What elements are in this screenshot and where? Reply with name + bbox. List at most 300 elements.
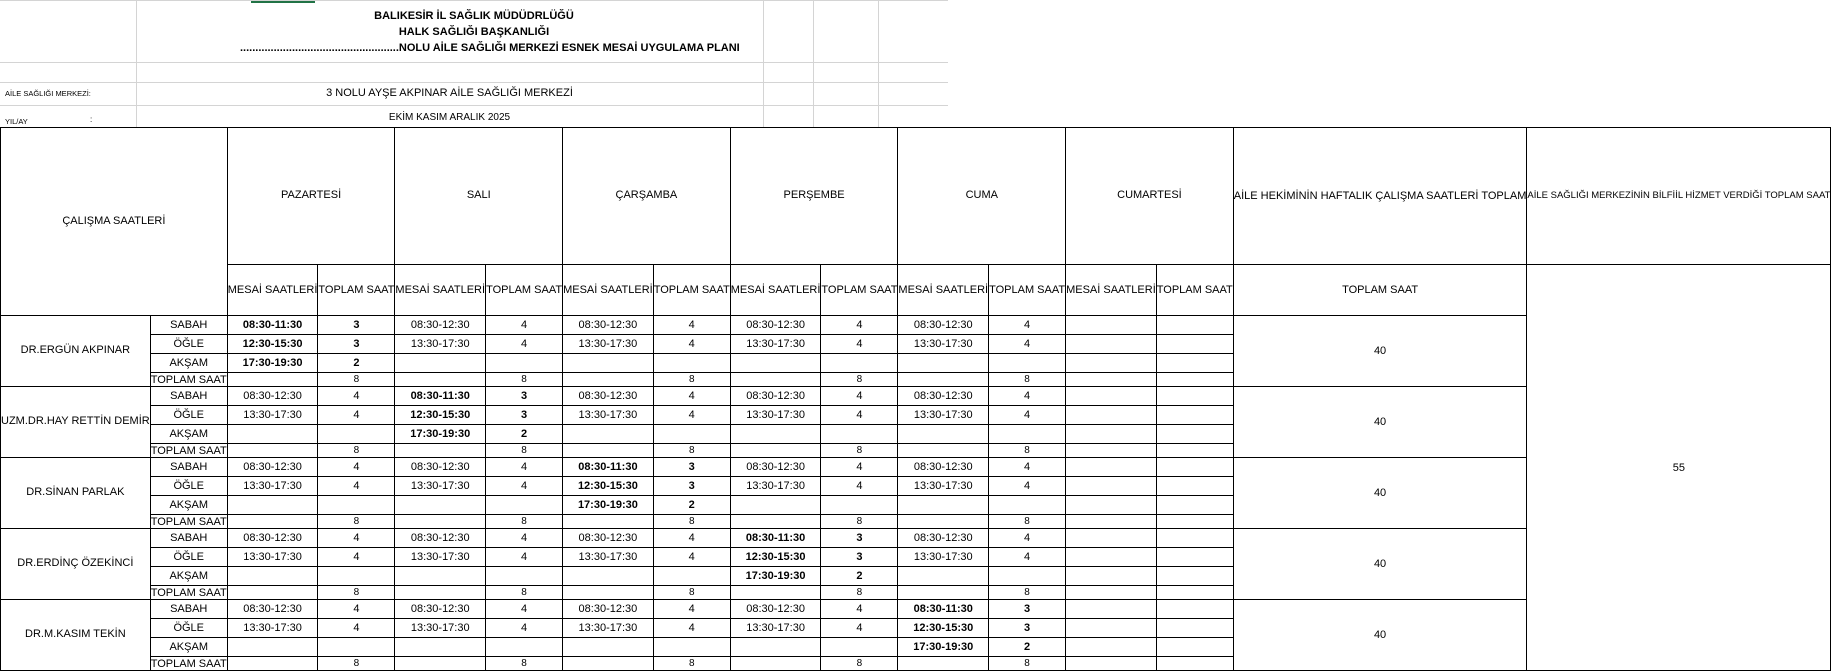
row-label[interactable]: TOPLAM SAAT xyxy=(150,586,227,599)
mesai-subheader[interactable]: MESAİ SAATLERİ xyxy=(730,265,821,316)
toplam-cell[interactable]: 8 xyxy=(653,373,730,387)
mesai-cell[interactable] xyxy=(730,354,821,373)
mesai-cell[interactable] xyxy=(563,586,654,600)
mesai-cell[interactable] xyxy=(730,515,821,529)
doctor-name[interactable]: UZM.DR.HAY RETTİN DEMİR xyxy=(1,387,151,458)
mesai-cell[interactable] xyxy=(227,567,318,586)
mesai-cell[interactable] xyxy=(395,373,486,387)
toplam-cell[interactable]: 4 xyxy=(653,406,730,425)
mesai-cell[interactable]: 13:30-17:30 xyxy=(227,548,318,567)
mesai-cell[interactable]: 08:30-11:30 xyxy=(227,316,318,335)
weekly-total-value[interactable]: 40 xyxy=(1233,387,1527,458)
toplam-cell[interactable]: 8 xyxy=(989,515,1066,529)
mesai-cell[interactable]: 08:30-12:30 xyxy=(898,529,989,548)
mesai-cell[interactable]: 12:30-15:30 xyxy=(898,619,989,638)
toplam-cell[interactable]: 3 xyxy=(318,335,395,354)
mesai-cell[interactable]: 13:30-17:30 xyxy=(227,477,318,496)
mesai-cell[interactable]: 13:30-17:30 xyxy=(563,548,654,567)
toplam-cell[interactable]: 8 xyxy=(821,444,898,458)
mesai-cell[interactable] xyxy=(898,496,989,515)
row-label[interactable]: SABAH xyxy=(150,316,227,335)
row-label[interactable]: AKŞAM xyxy=(150,425,227,444)
mesai-cell[interactable]: 13:30-17:30 xyxy=(730,619,821,638)
mesai-cell[interactable] xyxy=(395,638,486,657)
toplam-cell[interactable]: 4 xyxy=(653,548,730,567)
weekly-total-value[interactable]: 40 xyxy=(1233,600,1527,671)
row-label[interactable]: TOPLAM SAAT xyxy=(150,444,227,457)
day-header[interactable]: CUMA xyxy=(898,128,1066,265)
mesai-cell[interactable] xyxy=(730,496,821,515)
toplam-cell[interactable]: 4 xyxy=(486,529,563,548)
mesai-cell[interactable] xyxy=(1066,406,1157,425)
row-label[interactable]: ÖĞLE xyxy=(150,335,227,354)
mesai-cell[interactable] xyxy=(227,586,318,600)
toplam-cell[interactable]: 8 xyxy=(318,444,395,458)
mesai-cell[interactable]: 13:30-17:30 xyxy=(898,406,989,425)
mesai-cell[interactable]: 08:30-12:30 xyxy=(395,600,486,619)
weekly-subheader[interactable]: TOPLAM SAAT xyxy=(1233,265,1527,316)
mesai-cell[interactable] xyxy=(395,515,486,529)
mesai-cell[interactable]: 12:30-15:30 xyxy=(227,335,318,354)
row-label[interactable]: ÖĞLE xyxy=(150,477,227,496)
toplam-cell[interactable] xyxy=(1156,567,1233,586)
toplam-cell[interactable]: 3 xyxy=(989,619,1066,638)
toplam-subheader[interactable]: TOPLAM SAAT xyxy=(318,265,395,316)
mesai-cell[interactable]: 08:30-12:30 xyxy=(563,529,654,548)
toplam-cell[interactable] xyxy=(1156,496,1233,515)
grid-line xyxy=(0,105,948,106)
mesai-cell[interactable] xyxy=(898,425,989,444)
toplam-cell[interactable] xyxy=(486,354,563,373)
mesai-cell[interactable] xyxy=(730,425,821,444)
toplam-cell[interactable]: 4 xyxy=(821,477,898,496)
mesai-cell[interactable]: 08:30-12:30 xyxy=(898,458,989,477)
row-label[interactable]: AKŞAM xyxy=(150,354,227,373)
toplam-cell[interactable] xyxy=(1156,548,1233,567)
doctor-name[interactable]: DR.SİNAN PARLAK xyxy=(1,458,151,529)
mesai-cell[interactable] xyxy=(563,444,654,458)
row-label[interactable]: ÖĞLE xyxy=(150,619,227,638)
toplam-cell[interactable] xyxy=(1156,619,1233,638)
toplam-cell[interactable]: 2 xyxy=(318,354,395,373)
toplam-cell[interactable]: 4 xyxy=(486,548,563,567)
mesai-cell[interactable] xyxy=(1066,354,1157,373)
toplam-cell[interactable] xyxy=(1156,425,1233,444)
mesai-cell[interactable] xyxy=(1066,458,1157,477)
toplam-cell[interactable]: 8 xyxy=(989,586,1066,600)
mesai-cell[interactable]: 17:30-19:30 xyxy=(227,354,318,373)
toplam-cell[interactable]: 4 xyxy=(486,477,563,496)
toplam-cell[interactable] xyxy=(989,496,1066,515)
mesai-cell[interactable] xyxy=(227,373,318,387)
mesai-cell[interactable]: 08:30-12:30 xyxy=(227,458,318,477)
mesai-cell[interactable]: 13:30-17:30 xyxy=(898,548,989,567)
toplam-cell[interactable]: 8 xyxy=(318,657,395,671)
mesai-cell[interactable] xyxy=(1066,496,1157,515)
grid-line xyxy=(0,0,948,1)
mesai-cell[interactable]: 13:30-17:30 xyxy=(395,619,486,638)
mesai-cell[interactable] xyxy=(1066,619,1157,638)
mesai-cell[interactable]: 08:30-12:30 xyxy=(227,387,318,406)
mesai-cell[interactable] xyxy=(227,444,318,458)
mesai-cell[interactable]: 08:30-12:30 xyxy=(563,387,654,406)
toplam-cell[interactable]: 8 xyxy=(486,657,563,671)
toplam-cell[interactable] xyxy=(653,425,730,444)
toplam-cell[interactable] xyxy=(1156,316,1233,335)
row-label[interactable]: AKŞAM xyxy=(150,567,227,586)
mesai-cell[interactable] xyxy=(395,657,486,671)
mesai-cell[interactable] xyxy=(227,657,318,671)
day-header[interactable]: PAZARTESİ xyxy=(227,128,395,265)
row-label[interactable]: TOPLAM SAAT xyxy=(150,515,227,528)
day-header[interactable]: SALI xyxy=(395,128,563,265)
mesai-subheader[interactable]: MESAİ SAATLERİ xyxy=(1066,265,1157,316)
toplam-cell[interactable]: 3 xyxy=(989,600,1066,619)
mesai-cell[interactable]: 08:30-12:30 xyxy=(730,600,821,619)
toplam-cell[interactable]: 4 xyxy=(989,458,1066,477)
period-colon: : xyxy=(90,115,93,124)
toplam-cell[interactable] xyxy=(821,496,898,515)
toplam-cell[interactable]: 8 xyxy=(653,657,730,671)
row-label[interactable]: AKŞAM xyxy=(150,496,227,515)
row-label[interactable]: TOPLAM SAAT xyxy=(150,373,227,386)
toplam-cell[interactable] xyxy=(821,638,898,657)
toplam-cell[interactable]: 4 xyxy=(821,600,898,619)
mesai-cell[interactable]: 08:30-11:30 xyxy=(730,529,821,548)
mesai-cell[interactable]: 08:30-12:30 xyxy=(563,600,654,619)
toplam-cell[interactable]: 4 xyxy=(486,458,563,477)
toplam-cell[interactable] xyxy=(318,425,395,444)
mesai-cell[interactable]: 12:30-15:30 xyxy=(730,548,821,567)
weekly-total-header[interactable]: AİLE HEKİMİNİN HAFTALIK ÇALIŞMA SAATLERİ TOPLAM xyxy=(1233,128,1527,265)
toplam-cell[interactable]: 4 xyxy=(821,387,898,406)
mesai-cell[interactable] xyxy=(563,373,654,387)
toplam-cell[interactable]: 8 xyxy=(653,586,730,600)
toplam-cell[interactable]: 8 xyxy=(989,373,1066,387)
mesai-cell[interactable] xyxy=(395,586,486,600)
mesai-cell[interactable]: 08:30-11:30 xyxy=(898,600,989,619)
toplam-cell[interactable] xyxy=(653,354,730,373)
mesai-cell[interactable] xyxy=(898,444,989,458)
work-hours-header[interactable]: ÇALIŞMA SAATLERİ xyxy=(1,128,228,316)
mesai-cell[interactable]: 08:30-12:30 xyxy=(395,316,486,335)
toplam-cell[interactable]: 4 xyxy=(653,529,730,548)
toplam-cell[interactable]: 8 xyxy=(821,586,898,600)
mesai-cell[interactable] xyxy=(1066,335,1157,354)
toplam-cell[interactable] xyxy=(1156,477,1233,496)
mesai-cell[interactable]: 13:30-17:30 xyxy=(395,335,486,354)
toplam-cell[interactable] xyxy=(318,567,395,586)
title-line-2: HALK SAĞLIĞI BAŞKANLIĞI xyxy=(398,26,550,38)
toplam-cell[interactable] xyxy=(1156,515,1233,529)
toplam-cell[interactable]: 4 xyxy=(318,619,395,638)
toplam-cell[interactable] xyxy=(1156,354,1233,373)
toplam-cell[interactable]: 4 xyxy=(318,548,395,567)
toplam-cell[interactable]: 2 xyxy=(653,496,730,515)
mesai-cell[interactable]: 08:30-12:30 xyxy=(395,458,486,477)
mesai-cell[interactable] xyxy=(1066,444,1157,458)
toplam-cell[interactable]: 4 xyxy=(653,619,730,638)
mesai-cell[interactable]: 08:30-12:30 xyxy=(898,387,989,406)
mesai-cell[interactable] xyxy=(227,496,318,515)
toplam-cell[interactable]: 8 xyxy=(989,657,1066,671)
toplam-cell[interactable] xyxy=(1156,600,1233,619)
toplam-subheader[interactable]: TOPLAM SAAT xyxy=(821,265,898,316)
mesai-cell[interactable] xyxy=(395,444,486,458)
mesai-cell[interactable]: 13:30-17:30 xyxy=(730,477,821,496)
toplam-cell[interactable] xyxy=(486,567,563,586)
mesai-subheader[interactable]: MESAİ SAATLERİ xyxy=(563,265,654,316)
mesai-subheader[interactable]: MESAİ SAATLERİ xyxy=(227,265,318,316)
toplam-cell[interactable]: 4 xyxy=(486,316,563,335)
mesai-cell[interactable]: 08:30-12:30 xyxy=(563,316,654,335)
toplam-cell[interactable]: 4 xyxy=(486,600,563,619)
mesai-cell[interactable]: 08:30-11:30 xyxy=(395,387,486,406)
toplam-cell[interactable]: 4 xyxy=(821,335,898,354)
day-header[interactable]: ÇARŞAMBA xyxy=(563,128,731,265)
mesai-cell[interactable] xyxy=(227,515,318,529)
mesai-cell[interactable] xyxy=(1066,567,1157,586)
toplam-cell[interactable]: 4 xyxy=(821,406,898,425)
toplam-cell[interactable]: 4 xyxy=(989,477,1066,496)
toplam-cell[interactable] xyxy=(989,567,1066,586)
mesai-cell[interactable] xyxy=(1066,425,1157,444)
toplam-cell[interactable] xyxy=(1156,458,1233,477)
toplam-cell[interactable] xyxy=(1156,638,1233,657)
mesai-cell[interactable]: 12:30-15:30 xyxy=(563,477,654,496)
mesai-cell[interactable]: 13:30-17:30 xyxy=(730,335,821,354)
toplam-cell[interactable] xyxy=(318,638,395,657)
mesai-cell[interactable] xyxy=(898,657,989,671)
toplam-cell[interactable] xyxy=(653,638,730,657)
mesai-cell[interactable] xyxy=(227,638,318,657)
toplam-cell[interactable]: 4 xyxy=(653,316,730,335)
mesai-cell[interactable] xyxy=(395,354,486,373)
toplam-cell[interactable]: 2 xyxy=(486,425,563,444)
toplam-cell[interactable]: 4 xyxy=(653,387,730,406)
toplam-cell[interactable]: 8 xyxy=(318,515,395,529)
title-line-3: ....................................................NOLU AİLE SAĞLIĞI MERKEZİ ESNEK MESAİ UYGULAMA PLANI xyxy=(240,42,740,54)
toplam-subheader[interactable]: TOPLAM SAAT xyxy=(653,265,730,316)
toplam-cell[interactable] xyxy=(486,496,563,515)
mesai-cell[interactable] xyxy=(898,515,989,529)
mesai-cell[interactable] xyxy=(898,567,989,586)
mesai-cell[interactable]: 13:30-17:30 xyxy=(563,406,654,425)
toplam-cell[interactable]: 8 xyxy=(821,515,898,529)
mesai-cell[interactable] xyxy=(563,515,654,529)
row-label[interactable]: SABAH xyxy=(150,387,227,406)
weekly-total-value[interactable]: 40 xyxy=(1233,316,1527,387)
mesai-cell[interactable] xyxy=(563,425,654,444)
row-label[interactable]: ÖĞLE xyxy=(150,548,227,567)
toplam-cell[interactable] xyxy=(1156,444,1233,458)
mesai-cell[interactable] xyxy=(1066,529,1157,548)
toplam-cell[interactable]: 4 xyxy=(989,335,1066,354)
mesai-cell[interactable]: 17:30-19:30 xyxy=(563,496,654,515)
toplam-cell[interactable] xyxy=(989,425,1066,444)
mesai-subheader[interactable]: MESAİ SAATLERİ xyxy=(395,265,486,316)
mesai-cell[interactable]: 13:30-17:30 xyxy=(898,335,989,354)
mesai-cell[interactable] xyxy=(1066,600,1157,619)
row-label[interactable]: SABAH xyxy=(150,529,227,548)
mesai-cell[interactable] xyxy=(1066,316,1157,335)
toplam-cell[interactable]: 8 xyxy=(486,515,563,529)
mesai-cell[interactable] xyxy=(1066,586,1157,600)
toplam-cell[interactable]: 4 xyxy=(486,335,563,354)
doctor-name[interactable]: DR.ERGÜN AKPINAR xyxy=(1,316,151,387)
toplam-cell[interactable]: 8 xyxy=(318,373,395,387)
center-total-header[interactable]: AİLE SAĞLIĞI MERKEZİNİN BİLFİİL HİZMET VERDİĞİ TOPLAM SAAT xyxy=(1527,128,1831,265)
toplam-cell[interactable] xyxy=(1156,387,1233,406)
mesai-cell[interactable]: 13:30-17:30 xyxy=(563,335,654,354)
center-label: AİLE SAĞLIĞI MERKEZİ: xyxy=(5,89,91,98)
mesai-cell[interactable]: 08:30-12:30 xyxy=(730,458,821,477)
mesai-cell[interactable] xyxy=(898,373,989,387)
toplam-cell[interactable]: 4 xyxy=(989,316,1066,335)
toplam-cell[interactable]: 4 xyxy=(821,316,898,335)
toplam-cell[interactable]: 4 xyxy=(989,529,1066,548)
mesai-cell[interactable]: 08:30-12:30 xyxy=(730,316,821,335)
mesai-cell[interactable] xyxy=(730,373,821,387)
mesai-cell[interactable] xyxy=(1066,477,1157,496)
toplam-cell[interactable] xyxy=(1156,657,1233,671)
toplam-cell[interactable]: 4 xyxy=(989,406,1066,425)
toplam-cell[interactable] xyxy=(989,354,1066,373)
row-label[interactable]: ÖĞLE xyxy=(150,406,227,425)
toplam-cell[interactable] xyxy=(1156,406,1233,425)
toplam-cell[interactable]: 3 xyxy=(653,477,730,496)
toplam-cell[interactable]: 4 xyxy=(821,458,898,477)
toplam-cell[interactable] xyxy=(653,567,730,586)
toplam-cell[interactable]: 4 xyxy=(318,600,395,619)
mesai-cell[interactable] xyxy=(730,657,821,671)
toplam-cell[interactable] xyxy=(1156,529,1233,548)
mesai-cell[interactable] xyxy=(395,496,486,515)
mesai-cell[interactable]: 08:30-12:30 xyxy=(730,387,821,406)
mesai-cell[interactable] xyxy=(563,638,654,657)
toplam-subheader[interactable]: TOPLAM SAAT xyxy=(989,265,1066,316)
mesai-cell[interactable] xyxy=(730,586,821,600)
row-label[interactable]: AKŞAM xyxy=(150,638,227,657)
mesai-cell[interactable] xyxy=(563,657,654,671)
mesai-cell[interactable]: 13:30-17:30 xyxy=(227,406,318,425)
toplam-cell[interactable] xyxy=(1156,335,1233,354)
mesai-cell[interactable]: 13:30-17:30 xyxy=(395,477,486,496)
mesai-cell[interactable] xyxy=(395,567,486,586)
toplam-cell[interactable]: 8 xyxy=(318,586,395,600)
toplam-cell[interactable]: 4 xyxy=(318,387,395,406)
row-label[interactable]: SABAH xyxy=(150,458,227,477)
mesai-cell[interactable] xyxy=(1066,515,1157,529)
mesai-cell[interactable] xyxy=(730,638,821,657)
mesai-cell[interactable]: 08:30-12:30 xyxy=(227,529,318,548)
mesai-cell[interactable]: 13:30-17:30 xyxy=(730,406,821,425)
toplam-cell[interactable]: 8 xyxy=(821,373,898,387)
day-header[interactable]: CUMARTESİ xyxy=(1066,128,1234,265)
mesai-cell[interactable] xyxy=(898,586,989,600)
mesai-cell[interactable] xyxy=(1066,373,1157,387)
mesai-cell[interactable]: 08:30-12:30 xyxy=(395,529,486,548)
toplam-cell[interactable]: 8 xyxy=(653,444,730,458)
toplam-cell[interactable]: 3 xyxy=(318,316,395,335)
toplam-cell[interactable]: 4 xyxy=(318,529,395,548)
toplam-cell[interactable] xyxy=(821,425,898,444)
row-label[interactable]: TOPLAM SAAT xyxy=(150,657,227,670)
mesai-cell[interactable] xyxy=(1066,657,1157,671)
toplam-cell[interactable]: 3 xyxy=(486,406,563,425)
mesai-cell[interactable] xyxy=(730,444,821,458)
mesai-cell[interactable]: 17:30-19:30 xyxy=(898,638,989,657)
mesai-cell[interactable] xyxy=(563,567,654,586)
mesai-cell[interactable]: 13:30-17:30 xyxy=(395,548,486,567)
toplam-cell[interactable]: 4 xyxy=(318,406,395,425)
mesai-cell[interactable] xyxy=(1066,638,1157,657)
toplam-cell[interactable]: 8 xyxy=(989,444,1066,458)
mesai-cell[interactable] xyxy=(227,425,318,444)
toplam-cell[interactable]: 3 xyxy=(653,458,730,477)
mesai-cell[interactable] xyxy=(1066,548,1157,567)
doctor-name[interactable]: DR.ERDİNÇ ÖZEKİNCİ xyxy=(1,529,151,600)
mesai-cell[interactable]: 13:30-17:30 xyxy=(898,477,989,496)
toplam-cell[interactable]: 4 xyxy=(989,548,1066,567)
toplam-cell[interactable] xyxy=(318,496,395,515)
mesai-cell[interactable]: 12:30-15:30 xyxy=(395,406,486,425)
toplam-cell[interactable]: 8 xyxy=(653,515,730,529)
toplam-cell[interactable]: 2 xyxy=(989,638,1066,657)
toplam-cell[interactable]: 8 xyxy=(486,373,563,387)
mesai-cell[interactable]: 08:30-12:30 xyxy=(227,600,318,619)
toplam-cell[interactable]: 4 xyxy=(318,477,395,496)
mesai-cell[interactable] xyxy=(898,354,989,373)
mesai-cell[interactable]: 17:30-19:30 xyxy=(730,567,821,586)
toplam-cell[interactable] xyxy=(486,638,563,657)
doctor-name[interactable]: DR.M.KASIM TEKİN xyxy=(1,600,151,671)
mesai-cell[interactable] xyxy=(1066,387,1157,406)
toplam-cell[interactable]: 4 xyxy=(318,458,395,477)
toplam-cell[interactable] xyxy=(821,354,898,373)
mesai-cell[interactable]: 13:30-17:30 xyxy=(227,619,318,638)
mesai-cell[interactable] xyxy=(563,354,654,373)
toplam-cell[interactable]: 8 xyxy=(486,586,563,600)
toplam-cell[interactable] xyxy=(1156,373,1233,387)
weekly-total-value[interactable]: 40 xyxy=(1233,529,1527,600)
mesai-subheader[interactable]: MESAİ SAATLERİ xyxy=(898,265,989,316)
toplam-cell[interactable]: 3 xyxy=(821,529,898,548)
toplam-cell[interactable]: 8 xyxy=(821,657,898,671)
day-header[interactable]: PERŞEMBE xyxy=(730,128,898,265)
toplam-cell[interactable]: 8 xyxy=(486,444,563,458)
toplam-cell[interactable]: 4 xyxy=(821,619,898,638)
center-total-value[interactable]: 55 xyxy=(1527,265,1831,671)
mesai-cell[interactable]: 13:30-17:30 xyxy=(563,619,654,638)
toplam-cell[interactable]: 4 xyxy=(486,619,563,638)
mesai-cell[interactable]: 08:30-11:30 xyxy=(563,458,654,477)
mesai-cell[interactable]: 17:30-19:30 xyxy=(395,425,486,444)
weekly-total-value[interactable]: 40 xyxy=(1233,458,1527,529)
toplam-cell[interactable]: 3 xyxy=(821,548,898,567)
toplam-cell[interactable]: 4 xyxy=(653,335,730,354)
toplam-cell[interactable]: 4 xyxy=(653,600,730,619)
toplam-cell[interactable]: 3 xyxy=(486,387,563,406)
toplam-subheader[interactable]: TOPLAM SAAT xyxy=(1156,265,1233,316)
mesai-cell[interactable]: 08:30-12:30 xyxy=(898,316,989,335)
grid-line xyxy=(0,82,948,83)
row-label[interactable]: SABAH xyxy=(150,600,227,619)
toplam-subheader[interactable]: TOPLAM SAAT xyxy=(486,265,563,316)
toplam-cell[interactable]: 2 xyxy=(821,567,898,586)
toplam-cell[interactable] xyxy=(1156,586,1233,600)
toplam-cell[interactable]: 4 xyxy=(989,387,1066,406)
